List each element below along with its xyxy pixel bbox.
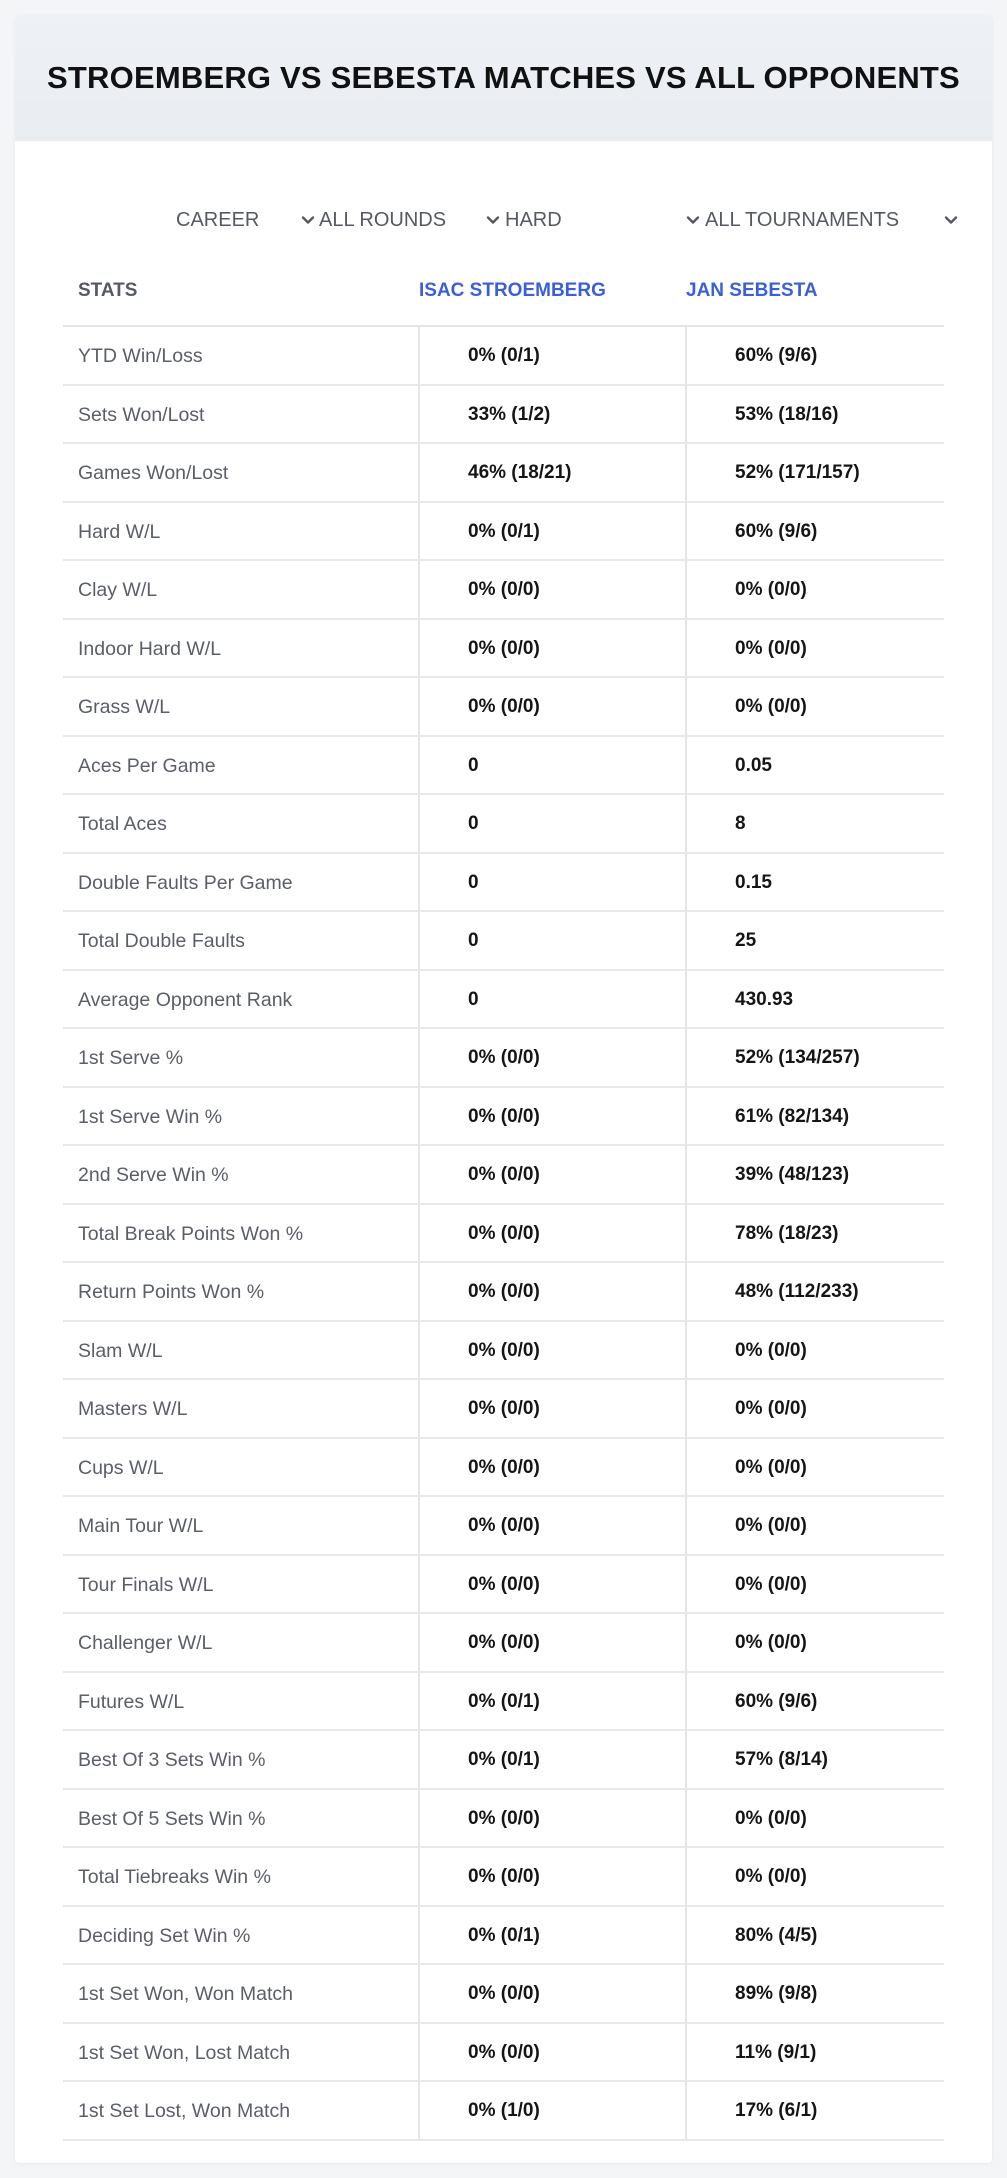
table-row xyxy=(63,1790,944,1849)
table-row xyxy=(63,1731,944,1790)
stat-label: YTD Win/Loss xyxy=(78,345,203,367)
stat-label: Total Tiebreaks Win % xyxy=(78,1866,271,1888)
player1-value: 0% (0/1) xyxy=(468,1924,540,1946)
table-row xyxy=(63,444,944,503)
stat-label: Games Won/Lost xyxy=(78,462,229,484)
tournaments-select[interactable] xyxy=(705,185,959,255)
table-row xyxy=(63,1029,944,1088)
chevron-down-icon xyxy=(300,212,316,228)
table-row xyxy=(63,1965,944,2024)
player1-value: 46% (18/21) xyxy=(468,462,572,483)
player2-value: 0% (0/0) xyxy=(735,1807,807,1829)
player1-value: 0% (0/0) xyxy=(468,1164,540,1185)
player1-value: 0% (0/1) xyxy=(468,1749,540,1770)
filter-bar xyxy=(15,185,992,255)
table-row xyxy=(63,327,944,386)
table-row xyxy=(63,1146,944,1205)
player1-value: 0% (0/0) xyxy=(468,1222,540,1244)
table-row xyxy=(63,386,944,445)
stat-label: 1st Serve % xyxy=(78,1047,184,1069)
player2-value: 60% (9/6) xyxy=(735,1690,818,1712)
player1-value: 0% (0/0) xyxy=(468,696,540,717)
player2-value: 0% (0/0) xyxy=(735,1573,807,1595)
player2-value: 80% (4/5) xyxy=(735,1924,818,1946)
player1-value: 0 xyxy=(468,988,479,1010)
player2-value: 39% (48/123) xyxy=(735,1164,850,1185)
stat-label: Masters W/L xyxy=(78,1398,188,1420)
stat-label: 2nd Serve Win % xyxy=(78,1164,229,1186)
stats-table xyxy=(63,255,944,2141)
table-row xyxy=(63,2024,944,2083)
table-row xyxy=(63,620,944,679)
stat-label: Slam W/L xyxy=(78,1339,163,1362)
stat-label: Total Aces xyxy=(78,813,167,835)
player1-value: 0% (0/0) xyxy=(468,1515,540,1536)
player2-value: 89% (9/8) xyxy=(735,1983,818,2004)
surface-select-label: HARD xyxy=(505,208,562,231)
player1-value: 0% (0/0) xyxy=(468,1339,540,1361)
table-row xyxy=(63,1380,944,1439)
stat-label: Double Faults Per Game xyxy=(78,871,293,894)
table-row xyxy=(63,1322,944,1381)
player2-value: 0% (0/0) xyxy=(735,1515,807,1536)
period-select-label: CAREER xyxy=(176,208,260,231)
table-row xyxy=(63,1439,944,1498)
page-title: STROEMBERG VS SEBESTA MATCHES VS ALL OPPONENTS xyxy=(47,60,960,95)
table-body xyxy=(63,327,944,2141)
stat-label: Hard W/L xyxy=(78,520,161,543)
table-row xyxy=(63,1088,944,1147)
stat-label: Total Double Faults xyxy=(78,930,245,952)
player1-value: 0% (0/0) xyxy=(468,1456,540,1478)
player2-column-header[interactable]: JAN SEBESTA xyxy=(686,280,818,301)
player1-value: 0% (1/0) xyxy=(468,2100,540,2121)
card-header xyxy=(15,15,992,141)
table-row xyxy=(63,1263,944,1322)
surface-select[interactable] xyxy=(505,185,701,255)
stat-label: Cups W/L xyxy=(78,1456,164,1479)
period-select[interactable] xyxy=(176,185,316,255)
table-row xyxy=(63,503,944,562)
player1-value: 0% (0/0) xyxy=(468,1398,540,1419)
player1-value: 0% (0/0) xyxy=(468,1281,540,1302)
table-row xyxy=(63,1556,944,1615)
player1-value: 0% (0/0) xyxy=(468,579,540,600)
player1-value: 0% (0/1) xyxy=(468,520,540,542)
stat-label: Best Of 5 Sets Win % xyxy=(78,1807,266,1830)
player2-value: 430.93 xyxy=(735,988,794,1010)
player1-value: 0 xyxy=(468,813,479,834)
table-header xyxy=(63,255,944,327)
table-row xyxy=(63,678,944,737)
chevron-down-icon xyxy=(685,212,701,228)
rounds-select-label: ALL ROUNDS xyxy=(319,208,447,231)
chevron-down-icon xyxy=(485,212,501,228)
player2-value: 25 xyxy=(735,930,757,951)
player2-value: 48% (112/233) xyxy=(735,1281,859,1302)
stat-label: 1st Set Won, Lost Match xyxy=(78,2041,291,2064)
player2-value: 53% (18/16) xyxy=(735,403,839,425)
stat-label: Grass W/L xyxy=(78,696,171,718)
stat-label: Challenger W/L xyxy=(78,1632,213,1654)
player1-value: 0% (0/0) xyxy=(468,1105,540,1127)
player1-value: 0 xyxy=(468,930,479,951)
table-row xyxy=(63,1614,944,1673)
table-row xyxy=(63,1497,944,1556)
player2-value: 57% (8/14) xyxy=(735,1749,828,1770)
player2-value: 60% (9/6) xyxy=(735,345,818,366)
player2-value: 17% (6/1) xyxy=(735,2100,818,2121)
player1-value: 33% (1/2) xyxy=(468,403,551,425)
table-row xyxy=(63,561,944,620)
stat-label: Aces Per Game xyxy=(78,754,216,777)
player2-value: 0% (0/0) xyxy=(735,637,807,659)
player2-value: 0% (0/0) xyxy=(735,1398,807,1419)
player2-value: 61% (82/134) xyxy=(735,1105,850,1127)
player1-value: 0% (0/0) xyxy=(468,1807,540,1829)
stat-label: Sets Won/Lost xyxy=(78,403,205,426)
stat-label: Indoor Hard W/L xyxy=(78,637,222,660)
stats-column-header: STATS xyxy=(78,280,138,301)
player2-value: 78% (18/23) xyxy=(735,1222,839,1244)
table-row xyxy=(63,737,944,796)
table-row xyxy=(63,1205,944,1264)
stat-label: Clay W/L xyxy=(78,579,158,601)
player1-value: 0% (0/0) xyxy=(468,1866,540,1887)
player2-value: 0% (0/0) xyxy=(735,1456,807,1478)
player2-value: 52% (134/257) xyxy=(735,1047,860,1068)
stat-label: 1st Set Won, Won Match xyxy=(78,1983,293,2005)
stat-label: Main Tour W/L xyxy=(78,1515,204,1537)
table-row xyxy=(63,2082,944,2141)
player2-value: 52% (171/157) xyxy=(735,462,860,483)
player1-value: 0 xyxy=(468,754,479,776)
player2-value: 0% (0/0) xyxy=(735,696,807,717)
player2-value: 60% (9/6) xyxy=(735,520,818,542)
chevron-down-icon xyxy=(943,212,959,228)
player1-column-header[interactable]: ISAC STROEMBERG xyxy=(419,280,606,301)
stat-label: 1st Set Lost, Won Match xyxy=(78,2100,291,2122)
stat-label: 1st Serve Win % xyxy=(78,1105,223,1128)
table-row xyxy=(63,1673,944,1732)
player1-value: 0% (0/0) xyxy=(468,1573,540,1595)
table-row xyxy=(63,912,944,971)
table-row xyxy=(63,854,944,913)
player1-value: 0% (0/0) xyxy=(468,1983,540,2004)
table-row xyxy=(63,1848,944,1907)
rounds-select[interactable] xyxy=(319,185,501,255)
player1-value: 0% (0/0) xyxy=(468,1632,540,1653)
player1-value: 0% (0/1) xyxy=(468,1690,540,1712)
player1-value: 0% (0/0) xyxy=(468,2041,540,2063)
player1-value: 0% (0/0) xyxy=(468,1047,540,1068)
stat-label: Average Opponent Rank xyxy=(78,988,293,1011)
player2-value: 0% (0/0) xyxy=(735,579,807,600)
stat-label: Futures W/L xyxy=(78,1690,185,1713)
player2-value: 0.15 xyxy=(735,871,772,893)
player2-value: 11% (9/1) xyxy=(735,2041,817,2063)
player2-value: 0.05 xyxy=(735,754,772,776)
stat-label: Deciding Set Win % xyxy=(78,1924,251,1947)
stat-label: Return Points Won % xyxy=(78,1281,265,1303)
player2-value: 0% (0/0) xyxy=(735,1632,807,1653)
tournaments-select-label: ALL TOURNAMENTS xyxy=(705,208,900,231)
player2-value: 8 xyxy=(735,813,746,834)
stat-label: Best Of 3 Sets Win % xyxy=(78,1749,266,1771)
player2-value: 0% (0/0) xyxy=(735,1339,807,1361)
stat-label: Total Break Points Won % xyxy=(78,1222,304,1245)
table-row xyxy=(63,1907,944,1966)
player1-value: 0 xyxy=(468,871,479,893)
player2-value: 0% (0/0) xyxy=(735,1866,807,1887)
stats-card xyxy=(15,15,992,2163)
player1-value: 0% (0/1) xyxy=(468,345,540,366)
table-row xyxy=(63,971,944,1030)
stat-label: Tour Finals W/L xyxy=(78,1573,214,1596)
player1-value: 0% (0/0) xyxy=(468,637,540,659)
table-row xyxy=(63,795,944,854)
